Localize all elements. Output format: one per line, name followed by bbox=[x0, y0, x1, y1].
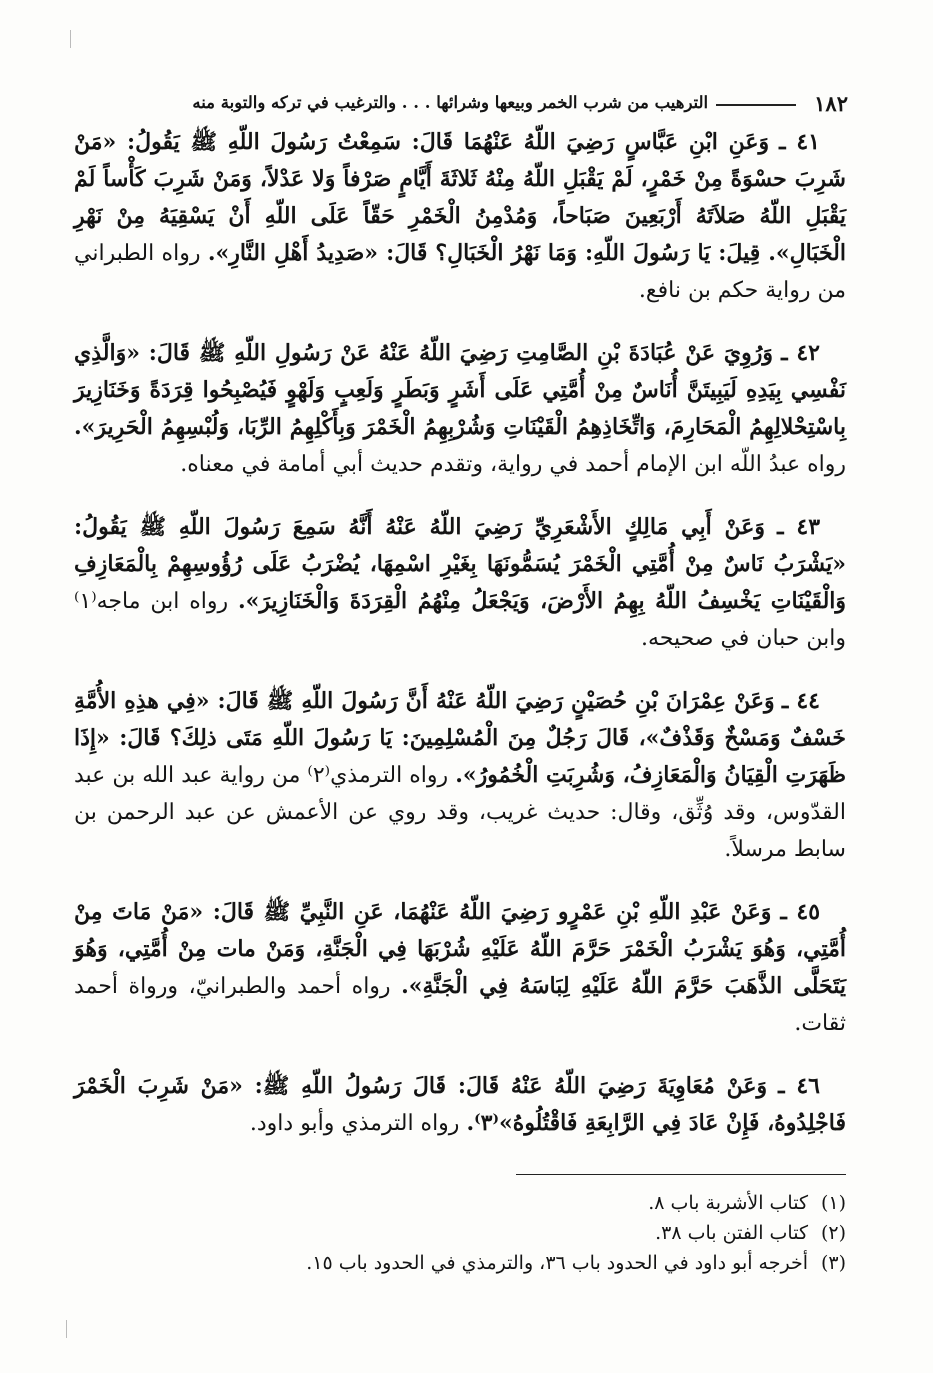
hadith-narration: رواه أحمد والطبرانيّ، ورواة أحمد ثقات. bbox=[74, 974, 846, 1036]
hadith-narration: رواه الترمذي⁽٢⁾ من رواية عبد الله بن عبد القدّوس، وقد وُثِّق، وقال: حديث غريب، وقد روي عن الأعمش عن عبد الرحمن بن سابط مرسلاً. bbox=[74, 763, 846, 862]
hadith-paragraph bbox=[74, 509, 846, 657]
footnote-number: (٢) bbox=[820, 1222, 846, 1244]
scan-mark bbox=[66, 1320, 67, 1338]
hadith-text: وَرُوِيَ عَنْ عُبَادَةَ بْنِ الصَّامِتِ رَضِيَ اللّهُ عَنْهُ عَنْ رَسُولِ اللّهِ ﷺ قَالَ: «وَالَّذِي نَفْسِي بِيَدِهِ لَيَبِيتَنَّ أُنَاسٌ مِنْ أُمَّتِي عَلَى أَشَرٍ وَبَطَرٍ وَلَعِبٍ وَلَهْوٍ فَيُصْبِحُوا قِرَدَةً وَخَنَازِيرَ بِاسْتِحْلالِهِمُ الْمَحَارِمَ، وَاتِّخَاذِهِمُ الْقَيْنَاتِ وَشُرْبِهِمُ الْخَمْرَ وَبِأَكْلِهِمُ الرِّبَا، وَلُبْسِهِمُ الْحَرِيرَ». bbox=[74, 340, 846, 440]
hadith-paragraph bbox=[74, 335, 846, 483]
running-title: الترهيب من شرب الخمر وبيعها وشرائها . . . والترغيب في تركه والتوبة منه bbox=[192, 93, 709, 112]
hadith-number: ٤١ ـ bbox=[779, 129, 820, 155]
hadith-text: وَعَنْ مُعَاوِيَةَ رَضِيَ اللّهُ عَنْهُ قَالَ: قَالَ رَسُولُ اللّهِ ﷺ: «مَنْ شَرِبَ الْخَمْرَ فَاجْلِدُوهُ، فَإِنْ عَادَ فِي الرَّابِعَةِ فَاقْتُلُوهُ»⁽٣⁾. bbox=[74, 1073, 846, 1136]
hadith-paragraph bbox=[74, 124, 846, 309]
hadith-number: ٤٣ ـ bbox=[777, 514, 821, 540]
footnote-text: أخرجه أبو داود في الحدود باب ٣٦، والترمذي في الحدود باب ١٥. bbox=[306, 1252, 808, 1274]
footnote-text: كتاب الفتن باب ٣٨. bbox=[655, 1222, 808, 1244]
header-rule bbox=[716, 104, 796, 106]
hadith-paragraph bbox=[74, 1068, 846, 1142]
footnote-separator bbox=[516, 1174, 846, 1175]
hadith-narration: رواه الطبراني من رواية حكم بن نافع. bbox=[74, 241, 846, 303]
page-number: ١٨٢ bbox=[814, 91, 848, 116]
footnote bbox=[120, 1218, 846, 1248]
hadith-number: ٤٦ ـ bbox=[778, 1073, 820, 1099]
hadith-paragraph bbox=[74, 683, 846, 868]
running-header bbox=[58, 72, 848, 116]
hadith-number: ٤٤ ـ bbox=[781, 688, 820, 714]
hadith-text: وَعَنِ ابْنِ عَبَّاسٍ رَضِيَ اللّهُ عَنْهُمَا قَالَ: سَمِعْتُ رَسُولَ اللّهِ ﷺ يَقُولُ: «مَنْ شَرِبَ حسْوَةً مِنْ خَمْرٍ، لَمْ يَقْبَلِ اللّهُ مِنْهُ ثَلاثَةَ أَيَّامٍ صَرْفاً وَلا عَدْلاً، وَمَنْ شَرِبَ كَأْساً لَمْ يَقْبَلِ اللّهُ صَلاَتَهُ أَرْبَعِينَ صَبَاحاً، وَمُدْمِنُ الْخَمْرِ حَقّاً عَلَى اللّهِ أَنْ يَسْقِيَهُ مِنْ نَهْرِ الْخَبَالِ». قِيلَ: يَا رَسُولَ اللّهِ: وَمَا نَهْرُ الْخَبَالِ؟ قَالَ: «صَدِيدُ أَهْلِ النَّارِ». bbox=[74, 129, 847, 266]
footnote bbox=[120, 1248, 846, 1278]
hadith-paragraph bbox=[74, 894, 846, 1042]
hadith-text: وَعَنْ عِمْرَانَ بْنِ حُصَيْنٍ رَضِيَ اللّهُ عَنْهُ أَنَّ رَسُولَ اللّهِ ﷺ قَالَ: «فِي هذِهِ الأُمَّةِ خَسْفٌ وَمَسْخٌ وَقَذْفٌ»، قَالَ رَجُلٌ مِنَ الْمُسْلِمِينَ: يَا رَسُولَ اللّهِ مَتَى ذلِكَ؟ قَالَ: «إِذَا ظَهَرَتِ الْقِيَانُ وَالْمَعَازِفُ، وَشُرِبَتِ الْخُمُورُ». bbox=[74, 688, 847, 788]
main-text bbox=[74, 124, 846, 1168]
hadith-narration: رواه عبدُ اللّه ابن الإمام أحمد في رواية، وتقدم حديث أبي أمامة في معناه. bbox=[180, 452, 846, 477]
footnote-number: (١) bbox=[820, 1192, 846, 1214]
hadith-text: وَعَنْ عَبْدِ اللّهِ بْنِ عَمْرٍو رَضِيَ اللّهُ عَنْهُمَا، عَنِ النَّبِيِّ ﷺ قَالَ: «مَنْ مَاتَ مِنْ أُمَّتِي، وَهُوَ يَشْرَبُ الْخَمْرَ حَرَّمَ اللّهُ عَلَيْهِ شُرْبَهَا فِي الْجَنَّةِ، وَمَنْ مات مِنْ أُمَّتِي، وَهُوَ يَتَحَلَّى الذَّهَبَ حَرَّمَ اللّهُ عَلَيْهِ لِبَاسَهُ فِي الْجَنَّةِ». bbox=[74, 899, 846, 999]
footnote-number: (٣) bbox=[820, 1252, 846, 1274]
hadith-number: ٤٥ ـ bbox=[780, 899, 821, 925]
footnotes bbox=[120, 1188, 846, 1278]
hadith-number: ٤٢ ـ bbox=[781, 340, 820, 366]
footnote-text: كتاب الأشربة باب ٨. bbox=[648, 1192, 808, 1214]
footnote bbox=[120, 1188, 846, 1218]
scan-mark bbox=[70, 30, 71, 48]
hadith-narration: رواه الترمذي وأبو داود. bbox=[249, 1111, 460, 1136]
hadith-text: وَعَنْ أَبِي مَالِكٍ الأَشْعَرِيِّ رَضِيَ اللّهُ عَنْهُ أَنَّهُ سَمِعَ رَسُولَ اللّهِ ﷺ يَقُولُ: «يَشْرَبُ نَاسٌ مِنْ أُمَّتِي الْخَمْرَ يُسَمُّونَهَا بِغَيْرِ اسْمِهَا، يُضْرَبُ عَلَى رُؤُوسِهِمْ بِالْمَعَازِفِ وَالْقَيْنَاتِ يَخْسِفُ اللّهُ بِهِمُ الأَرْضَ، وَيَجْعَلُ مِنْهُمُ الْقِرَدَةَ وَالْخَنَازِيرَ». bbox=[74, 514, 847, 614]
hadith-narration: رواه ابن ماجه⁽١⁾ وابن حبان في صحيحه. bbox=[74, 589, 846, 651]
